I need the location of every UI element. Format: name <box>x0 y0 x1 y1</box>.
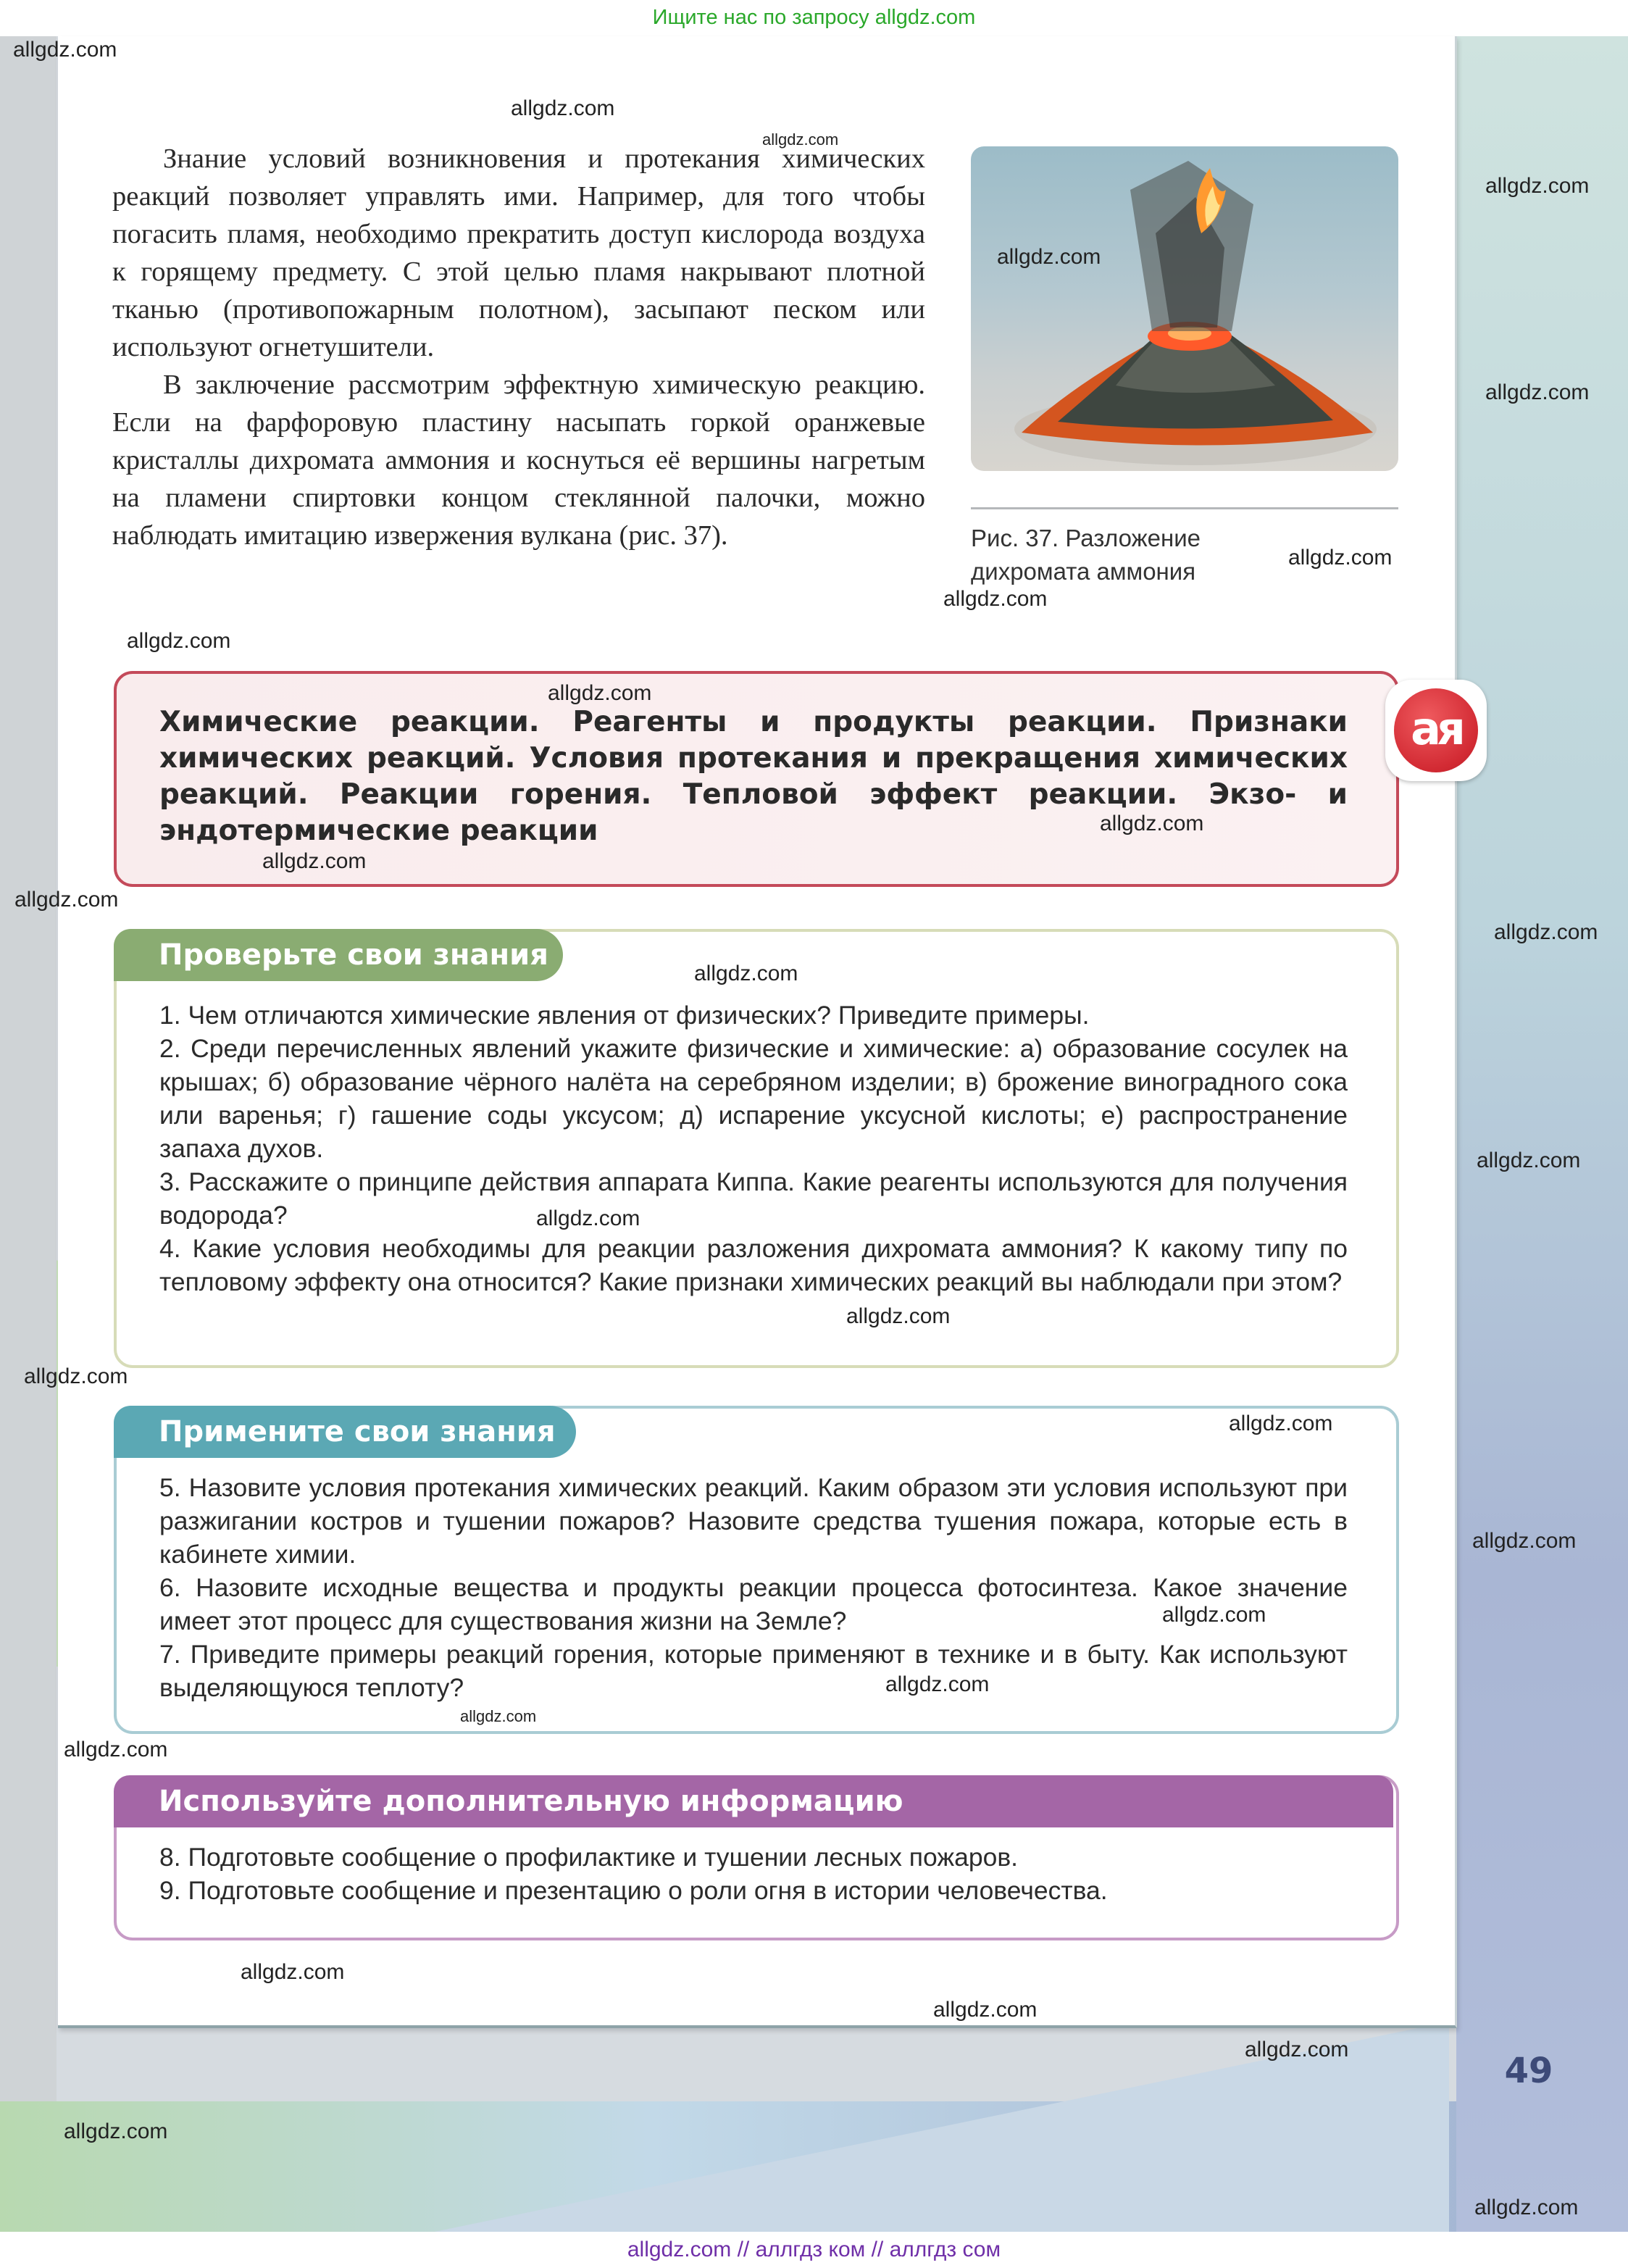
check-knowledge-title: Проверьте свои знания <box>114 929 563 981</box>
watermark: allgdz.com <box>536 1206 640 1230</box>
question-item: 5. Назовите условия протекания химических реакций. Каким образом эти условия используют при разжигании костров и тушении пожаров? Назовите средства тушения пожара, которые есть в кабинете химии. <box>159 1473 1348 1569</box>
question-item: 4. Какие условия необходимы для реакции разложения дихромата аммония? К какому типу по тепловому эффекту она относится? Какие признаки химических реакций вы наблюдали при этом? <box>159 1234 1348 1296</box>
question-item: 2. Среди перечисленных явлений укажите физические и химические: а) образование сосулек на крышах; б) образование чёрного налёта на серебряном изделии; в) брожение виноградного сока или варенья; г) гашение соды уксусом; д) испарение уксусной кислоты; е) распространение запаха духов. <box>159 1034 1348 1163</box>
watermark: allgdz.com <box>1229 1412 1333 1435</box>
watermark: allgdz.com <box>1288 546 1393 570</box>
watermark: allgdz.com <box>548 681 652 705</box>
watermark: allgdz.com <box>1477 1148 1581 1172</box>
paragraph: В заключение рассмотрим эффектную химическую реакцию. Если на фарфоровую пластину насыпать горкой оранжевые кристаллы дихромата аммония и коснуться её вершины нагретым на пламени спиртовки концом стеклянной палочки, можно наблюдать имитацию извержения вулкана (рис. 37). <box>112 370 925 551</box>
watermark: allgdz.com <box>1494 920 1598 944</box>
watermark: allgdz.com <box>943 587 1048 611</box>
watermark: allgdz.com <box>13 38 117 62</box>
watermark: allgdz.com <box>694 962 798 985</box>
watermark: allgdz.com <box>24 1364 128 1388</box>
watermark: allgdz.com <box>1245 2038 1349 2061</box>
watermark: allgdz.com <box>14 888 119 912</box>
paragraph: Знание условий возникновения и протекания химических реакций позволяет управлять ими. Например, для того чтобы погасить пламя, необходимо прекратить доступ кислорода воздуха к горящему предмету. С этой целью пламя накрывают плотной тканью (противопожарным полотном), засыпают песком или используют огнетушители. <box>112 143 925 362</box>
watermark: allgdz.com <box>241 1960 345 1984</box>
question-item: 3. Расскажите о принципе действия аппарата Киппа. Какие реагенты используются для получения водорода? <box>159 1167 1348 1230</box>
watermark: allgdz.com <box>1100 812 1204 835</box>
watermark: allgdz.com <box>762 130 839 149</box>
watermark: allgdz.com <box>997 245 1101 269</box>
watermark: allgdz.com <box>1162 1603 1266 1627</box>
apply-knowledge-title: Примените свои знания <box>114 1406 576 1458</box>
question-item: 6. Назовите исходные вещества и продукты реакции процесса фотосинтеза. Какое значение имеет этот процесс для существования жизни на Земле? <box>159 1573 1348 1635</box>
check-knowledge-questions <box>159 998 1348 1298</box>
watermark: allgdz.com <box>1485 174 1590 198</box>
watermark: allgdz.com <box>127 629 231 653</box>
watermark: allgdz.com <box>1474 2196 1579 2219</box>
page-margin-strip <box>1456 36 1628 2232</box>
watermark: allgdz.com <box>846 1304 951 1328</box>
page-edge-strip <box>0 36 57 2101</box>
volcano-reaction-photo <box>971 146 1398 471</box>
extra-info-questions <box>159 1840 1348 1907</box>
keywords-text: Химические реакции. Реагенты и продукты реакции. Признаки химических реакций. Условия протекания и прекращения химических реакций. Реакции горения. Тепловой эффект реакции. Экзо- и эндотермические реакции <box>159 706 1348 847</box>
glossary-badge-label: ая <box>1394 688 1478 772</box>
watermark: allgdz.com <box>64 1738 168 1762</box>
bottom-banner: allgdz.com // аллгдз ком // аллгдз сом <box>627 2238 1001 2261</box>
watermark: allgdz.com <box>460 1707 537 1725</box>
question-item: 8. Подготовьте сообщение о профилактике и тушении лесных пожаров. <box>159 1843 1019 1872</box>
page-number: 49 <box>1504 2051 1553 2091</box>
caption-divider <box>971 507 1398 509</box>
question-item: 7. Приведите примеры реакций горения, которые применяют в технике и в быту. Как используют выделяющуюся теплоту? <box>159 1640 1348 1702</box>
watermark: allgdz.com <box>64 2119 168 2143</box>
question-item: 9. Подготовьте сообщение и презентацию о роли огня в истории человечества. <box>159 1876 1108 1905</box>
watermark: allgdz.com <box>1485 380 1590 404</box>
extra-info-title: Используйте дополнительную информацию <box>114 1775 1393 1827</box>
glossary-badge-icon <box>1385 680 1487 781</box>
question-item: 1. Чем отличаются химические явления от физических? Приведите примеры. <box>159 1001 1090 1030</box>
watermark: allgdz.com <box>933 1998 1038 2022</box>
watermark: allgdz.com <box>1472 1529 1577 1553</box>
top-banner: Ищите нас по запросу allgdz.com <box>652 6 976 29</box>
figure-caption: Рис. 37. Разложение дихромата аммония <box>971 525 1201 585</box>
body-text <box>112 140 925 554</box>
watermark: allgdz.com <box>511 96 615 120</box>
apply-knowledge-questions <box>159 1471 1348 1704</box>
watermark: allgdz.com <box>885 1672 990 1696</box>
volcano-illustration <box>971 146 1398 471</box>
watermark: allgdz.com <box>262 849 367 873</box>
